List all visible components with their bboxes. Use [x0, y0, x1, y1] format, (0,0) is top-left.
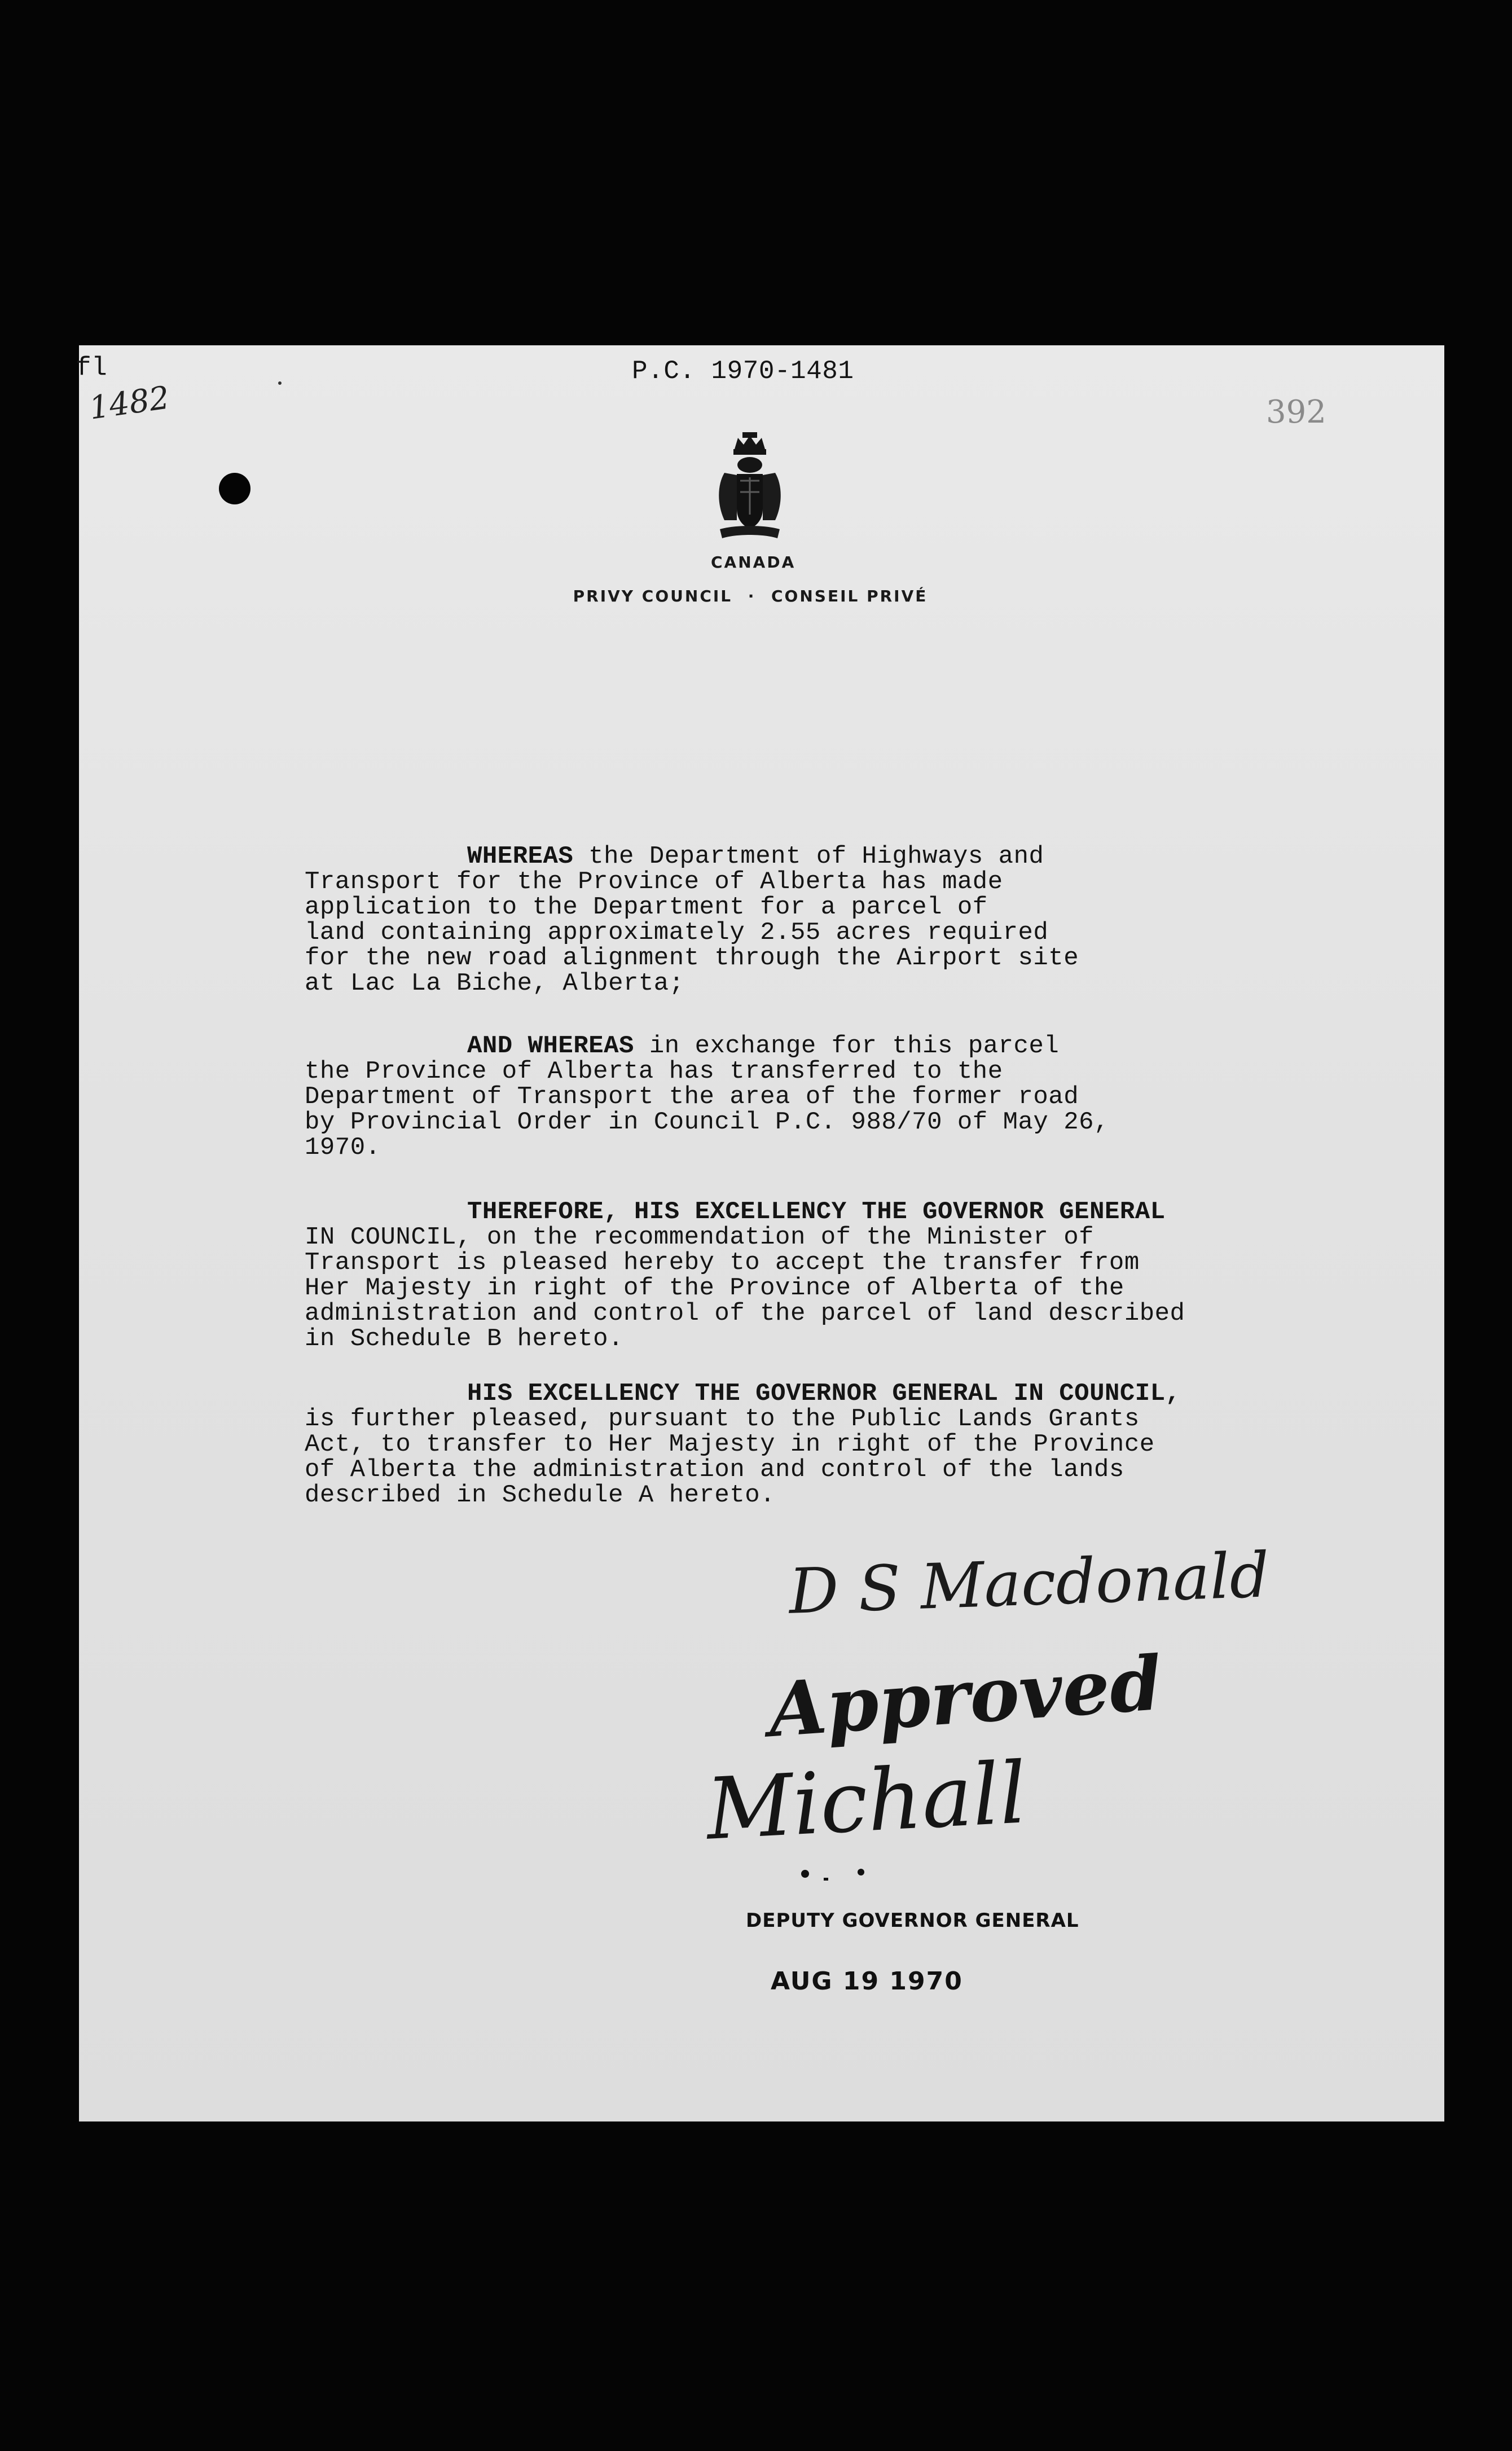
- letterhead-council: [564, 587, 937, 605]
- approved-handwritten: Approved: [766, 1639, 1165, 1755]
- paragraph-1-line-3: application to the Department for a parcel of: [305, 893, 988, 921]
- paragraph-4-line-4: of Alberta the administration and control of the lands: [305, 1456, 1124, 1484]
- paragraph-3-line-5: administration and control of the parcel of land described: [305, 1299, 1185, 1328]
- paragraph-3-line-3: Transport is pleased hereby to accept the transfer from: [305, 1249, 1140, 1277]
- paragraph-1-lead: WHEREAS: [467, 842, 574, 871]
- punch-hole: [219, 473, 250, 504]
- letterhead-country: CANADA: [711, 553, 796, 572]
- paragraph-1-line-4: land containing approximately 2.55 acres required: [305, 919, 1049, 947]
- signature-deputy-governor: Michall: [704, 1744, 1029, 1859]
- letterhead-council-fr: CONSEIL PRIVÉ: [771, 587, 928, 605]
- file-code: fl: [76, 353, 108, 383]
- stamp-title: DEPUTY GOVERNOR GENERAL: [746, 1909, 1079, 1932]
- paragraph-4-line-2: is further pleased, pursuant to the Public Lands Grants: [305, 1405, 1140, 1433]
- signature-macdonald: D S Macdonald: [788, 1539, 1271, 1628]
- stamp-date: AUG 19 1970: [771, 1967, 963, 1996]
- paragraph-3: [305, 1200, 1185, 1352]
- paragraph-1-line-5: for the new road alignment through the Airport site: [305, 944, 1079, 972]
- paragraph-2-line-2: the Province of Alberta has transferred to the: [305, 1057, 1003, 1086]
- letterhead-separator: ·: [748, 587, 756, 605]
- order-number: P.C. 1970-1481: [632, 357, 854, 386]
- paragraph-3-line-4: Her Majesty in right of the Province of Alberta of the: [305, 1274, 1124, 1302]
- paragraph-2: [305, 1034, 1109, 1161]
- paragraph-3-line-2: IN COUNCIL, on the recommendation of the Minister of: [305, 1223, 1095, 1251]
- paragraph-1-line-1: WHEREAS the Department of Highways and: [467, 842, 1044, 871]
- paragraph-4-line-3: Act, to transfer to Her Majesty in right of the Province: [305, 1430, 1155, 1459]
- handwritten-file-number: 1482: [87, 379, 172, 427]
- paragraph-2-line-4: by Provincial Order in Council P.C. 988/70 of May 26,: [305, 1108, 1109, 1136]
- paragraph-2-line-5: 1970.: [305, 1134, 381, 1162]
- paragraph-4: [305, 1381, 1181, 1508]
- paragraph-1-line-6: at Lac La Biche, Alberta;: [305, 969, 684, 998]
- paragraph-2-line-3: Department of Transport the area of the former road: [305, 1083, 1079, 1111]
- ink-dot: [801, 1870, 809, 1878]
- letterhead-council-en: PRIVY COUNCIL: [573, 587, 733, 605]
- paragraph-1: [305, 844, 1079, 996]
- page-number: 392: [1266, 394, 1326, 431]
- ink-dot: [858, 1869, 864, 1875]
- paragraph-4-line-5: described in Schedule A hereto.: [305, 1481, 776, 1509]
- paragraph-3-line-6: in Schedule B hereto.: [305, 1325, 623, 1353]
- paragraph-2-line-1: AND WHEREAS in exchange for this parcel: [467, 1032, 1060, 1060]
- coat-of-arms-icon: [712, 430, 788, 543]
- speck-mark: [278, 381, 282, 385]
- paragraph-2-lead: AND WHEREAS: [467, 1032, 634, 1060]
- paragraph-1-line-2: Transport for the Province of Alberta has made: [305, 868, 1003, 896]
- document-page: [76, 345, 1444, 2121]
- ink-dash: [824, 1878, 828, 1881]
- paragraph-3-line-1: THEREFORE, HIS EXCELLENCY THE GOVERNOR GENERAL: [467, 1198, 1166, 1226]
- paragraph-4-line-1: HIS EXCELLENCY THE GOVERNOR GENERAL IN COUNCIL,: [467, 1380, 1181, 1408]
